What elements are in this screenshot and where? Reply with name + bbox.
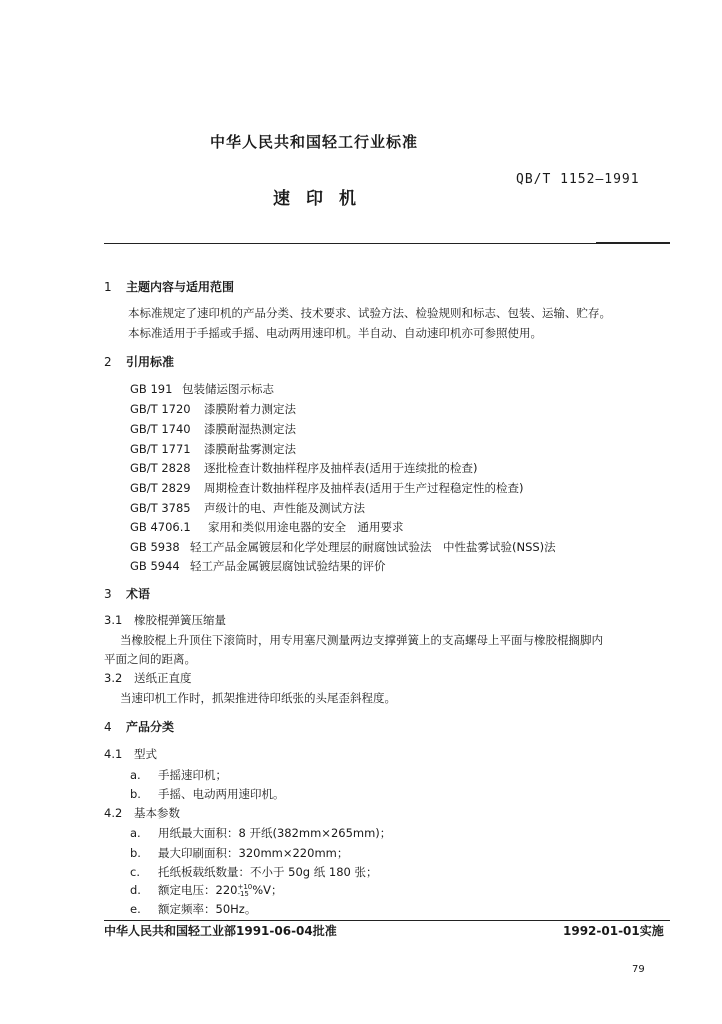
reference-item: GB 4706.1 家用和类似用途电器的安全 通用要求 — [130, 520, 404, 534]
section-3-1-text-line-1: 当橡胶棍上升顶住下滚筒时，用专用塞尺测量两边支撑弹簧上的支高螺母上平面与橡胶棍搁脚内 — [120, 633, 603, 647]
reference-item: GB/T 1740 漆膜耐湿热测定法 — [130, 422, 296, 436]
section-1-para-1: 本标准规定了速印机的产品分类、技术要求、试验方法、检验规则和标志、包装、运输、贮存。 — [128, 306, 611, 320]
issuing-body-title: 中华人民共和国轻工行业标准 — [210, 133, 419, 151]
list-item: a. 手摇速印机； — [130, 768, 227, 782]
reference-item: GB 5944 轻工产品金属镀层腐蚀试验结果的评价 — [130, 559, 386, 573]
footer-divider — [104, 920, 670, 921]
section-3-1-heading: 3.1 橡胶棍弹簧压缩量 — [104, 613, 226, 627]
section-3-2-text: 当速印机工作时，抓架推进待印纸张的头尾歪斜程度。 — [120, 691, 396, 705]
reference-item: GB 5938 轻工产品金属镀层和化学处理层的耐腐蚀试验法 中性盐雾试验(NSS)法 — [130, 540, 556, 554]
list-item: b. 手摇、电动两用速印机。 — [130, 787, 285, 801]
section-2-heading: 2 引用标准 — [104, 355, 175, 369]
header-divider — [104, 243, 670, 244]
effective-date: 1992-01-01实施 — [563, 924, 664, 938]
list-item: d. 额定电压：220 +10 -15 %V； — [130, 882, 283, 898]
reference-item: GB/T 3785 声级计的电、声性能及测试方法 — [130, 501, 365, 515]
list-item: e. 额定频率：50Hz。 — [130, 902, 257, 916]
list-item: a. 用纸最大面积：8 开纸(382mm×265mm)； — [130, 826, 392, 840]
section-4-2-heading: 4.2 基本参数 — [104, 806, 180, 820]
reference-item: GB/T 2829 周期检查计数抽样程序及抽样表(适用于生产过程稳定性的检查) — [130, 481, 524, 495]
header-divider-accent — [596, 242, 670, 244]
reference-item: GB/T 1720 漆膜附着力测定法 — [130, 402, 296, 416]
page-number: 79 — [632, 964, 645, 975]
approval-statement: 中华人民共和国轻工业部1991-06-04批准 — [104, 924, 337, 938]
section-3-heading: 3 术语 — [104, 587, 151, 601]
list-item: b. 最大印刷面积：320mm×220mm； — [130, 846, 349, 860]
document-title: 速印机 — [273, 189, 372, 209]
voltage-tolerance: +10 -15 — [237, 882, 253, 898]
reference-item: GB 191 包装储运图示标志 — [130, 382, 274, 396]
reference-item: GB/T 1771 漆膜耐盐雾测定法 — [130, 442, 296, 456]
section-3-2-heading: 3.2 送纸正直度 — [104, 671, 192, 685]
list-item: c. 托纸板载纸数量：不小于 50g 纸 180 张； — [130, 865, 378, 879]
section-1-heading: 1 主题内容与适用范围 — [104, 280, 235, 294]
standard-code: QB/T 1152—1991 — [516, 172, 640, 187]
reference-item: GB/T 2828 逐批检查计数抽样程序及抽样表(适用于连续批的检查) — [130, 461, 478, 475]
section-3-1-text-line-2: 平面之间的距离。 — [104, 652, 196, 666]
section-4-1-heading: 4.1 型式 — [104, 747, 157, 761]
section-4-heading: 4 产品分类 — [104, 720, 175, 734]
section-1-para-2: 本标准适用于手摇或手摇、电动两用速印机。半自动、自动速印机亦可参照使用。 — [128, 326, 542, 340]
